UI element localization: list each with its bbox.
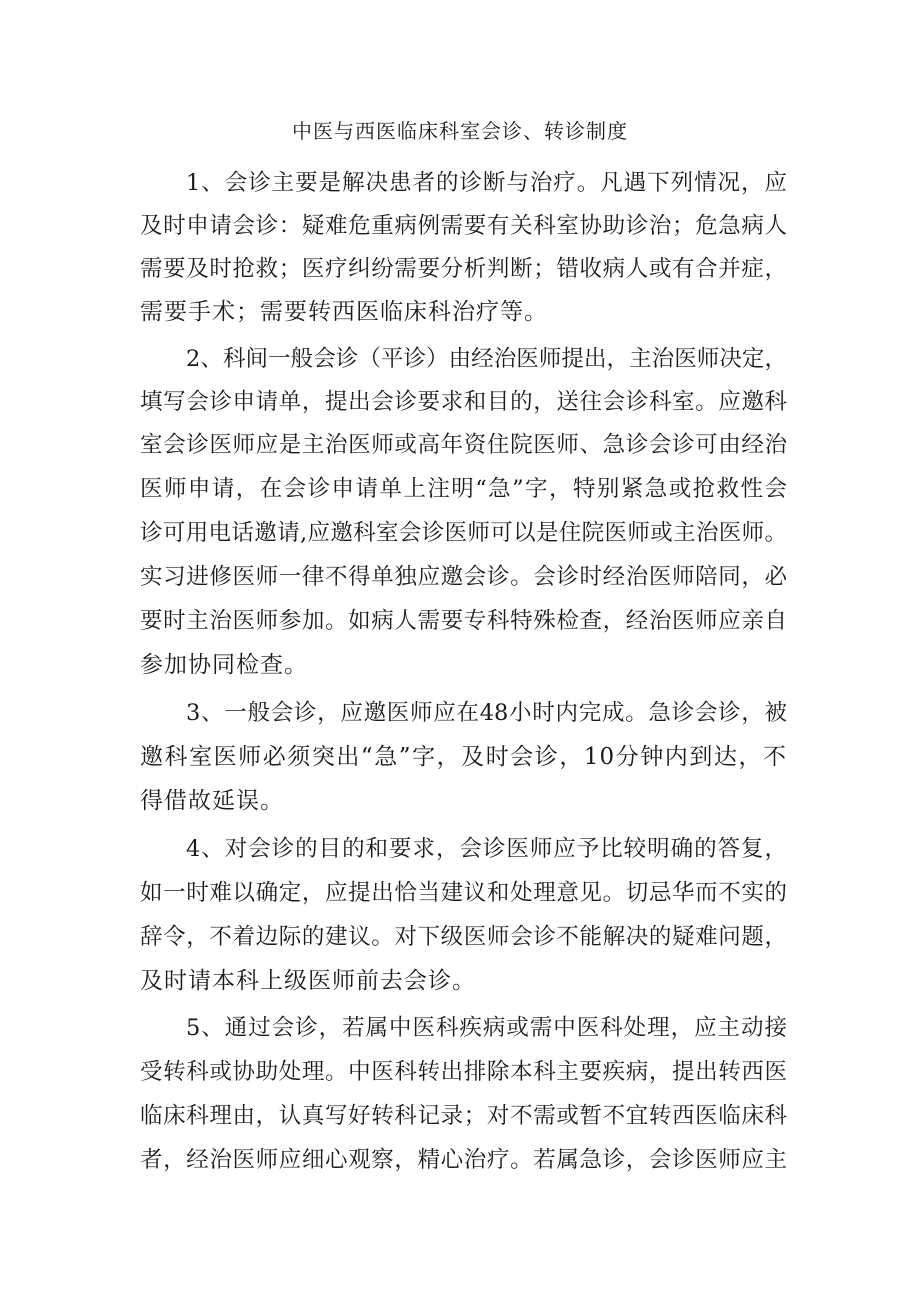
paragraph-2-line-4: 医师申请，在会诊申请单上注明“急”字，特别紧急或抢救性会 [140,476,787,502]
paragraph-2-line-8: 参加协同检查。 [140,652,308,678]
paragraph-4-line-2: 如一时难以确定，应提出恰当建议和处理意见。切忌华而不实的 [140,880,787,906]
paragraph-2-line-7: 要时主治医师参加。如病人需要专科特殊检查，经治医师应亲自 [140,608,787,634]
paragraph-5-line-2: 受转科或协助处理。中医科转出排除本科主要疾病，提出转西医 [140,1059,787,1085]
paragraph-4-line-4: 及时请本科上级医师前去会诊。 [140,968,476,994]
paragraph-1-line-1: 1、会诊主要是解决患者的诊断与治疗。凡遇下列情况，应 [186,170,787,196]
paragraph-2-line-3: 室会诊医师应是主治医师或高年资住院医师、急诊会诊可由经治 [140,432,787,458]
paragraph-3-line-3: 得借故延误。 [140,788,284,814]
paragraph-5-line-4: 者，经治医师应细心观察，精心治疗。若属急诊，会诊医师应主 [140,1147,787,1173]
paragraph-1-line-3: 需要及时抢救；医疗纠纷需要分析判断；错收病人或有合并症， [140,256,787,282]
paragraph-2-line-6: 实习进修医师一律不得单独应邀会诊。会诊时经治医师陪同，必 [140,564,787,590]
paragraph-3-line-2: 邀科室医师必须突出“急”字，及时会诊，10分钟内到达，不 [140,744,787,770]
paragraph-1-line-4: 需要手术；需要转西医临床科治疗等。 [140,299,548,325]
paragraph-2-line-5: 诊可用电话邀请,应邀科室会诊医师可以是住院医师或主治医师。 [140,520,787,546]
document-title: 中医与西医临床科室会诊、转诊制度 [292,119,628,143]
paragraph-2-line-1: 2、科间一般会诊（平诊）由经治医师提出，主治医师决定， [186,346,787,372]
paragraph-5-line-3: 临床科理由，认真写好转科记录；对不需或暂不宜转西医临床科 [140,1103,787,1129]
paragraph-1-line-2: 及时申请会诊：疑难危重病例需要有关科室协助诊治；危急病人 [140,213,787,239]
paragraph-3-line-1: 3、一般会诊，应邀医师应在48小时内完成。急诊会诊，被 [186,700,787,726]
paragraph-4-line-3: 辞令，不着边际的建议。对下级医师会诊不能解决的疑难问题， [140,924,787,950]
paragraph-5-line-1: 5、通过会诊，若属中医科疾病或需中医科处理，应主动接 [186,1015,787,1041]
paragraph-2-line-2: 填写会诊申请单，提出会诊要求和目的，送往会诊科室。应邀科 [140,389,787,415]
paragraph-4-line-1: 4、对会诊的目的和要求，会诊医师应予比较明确的答复， [186,836,787,862]
